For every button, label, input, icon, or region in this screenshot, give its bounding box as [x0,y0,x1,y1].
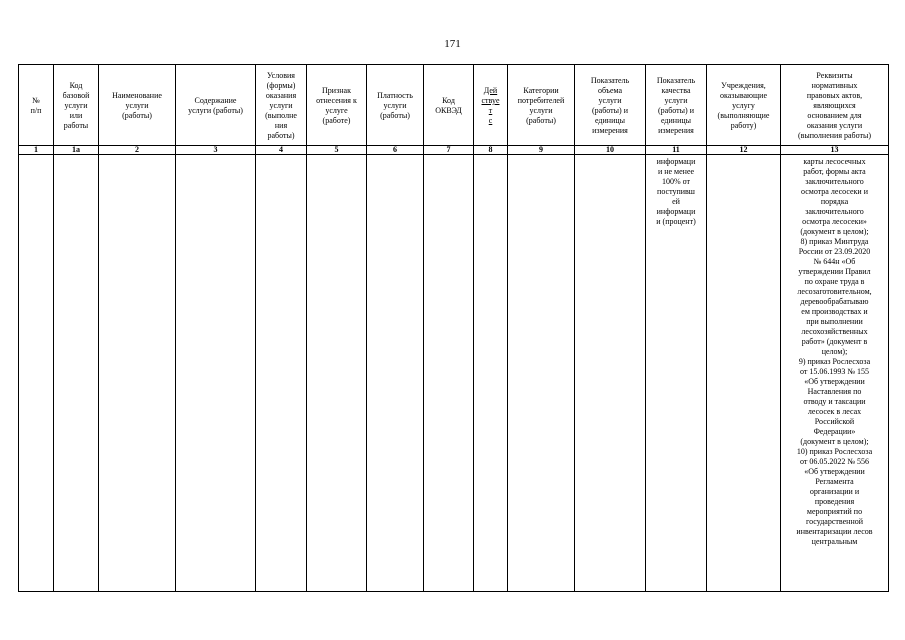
column-number: 3 [176,146,256,155]
table-cell [707,155,781,592]
column-number: 5 [307,146,367,155]
column-number: 7 [424,146,474,155]
header-text: Код ОКВЭД [435,96,462,115]
table-cell [176,155,256,592]
header-cell [707,65,781,146]
table-cell [508,155,575,592]
table-cell [54,155,99,592]
header-cell [781,65,889,146]
header-text: Код базовой услуги или работы [62,81,90,130]
column-number: 6 [367,146,424,155]
header-cell [424,65,474,146]
header-cell [474,65,508,146]
header-text: Наименование услуги (работы) [112,91,162,120]
header-cell [19,65,54,146]
table-row [19,155,889,592]
column-number: 8 [474,146,508,155]
table-cell [575,155,646,592]
header-text: Содержание услуги (работы) [188,96,243,115]
header-row [19,65,889,146]
quality-indicator-text: информаци и не менее 100% от поступивш ей информаци и (процент) [656,157,696,226]
table-cell [256,155,307,592]
header-cell [99,65,176,146]
header-cell [176,65,256,146]
table-cell [367,155,424,592]
column-number: 10 [575,146,646,155]
column-number: 1 [19,146,54,155]
header-text: № п/п [30,96,42,115]
column-number: 1а [54,146,99,155]
header-cell [307,65,367,146]
header-text: Признак отнесения к услуге (работе) [316,86,357,125]
header-cell [367,65,424,146]
column-number: 12 [707,146,781,155]
quality-indicator-cell [646,155,707,592]
header-cell [256,65,307,146]
table-cell [474,155,508,592]
header-text: Условия (формы) оказания услуги (выполне ния работы) [265,71,297,140]
header-cell [54,65,99,146]
table-cell [19,155,54,592]
header-text: Платность услуги (работы) [377,91,413,120]
column-number: 2 [99,146,176,155]
legal-acts-text: карты лесосечных работ, формы акта заключительного осмотра лесосеки и порядка заключительного осмотра лесосеки» (документ в целом); 8) приказ Минтруда России от 23.09.2020 № 644н «Об утверждении Правил по охране труда в лесозаготовительном, деревообрабатываю ем производствах и при выполнении лесохозяйственных работ» (документ в целом); 9) приказ Рослесхоза от 15.06.1993 № 155 «Об утверждении Наставления по отводу и таксации лесосек в лесах Российской Федерации» (документ в целом); 10) приказ Рослесхоза от 06.05.2022 № 556 «Об утверждении Регламента организации и проведения мероприятий по государственной инвентаризации лесов центральным [796,157,873,546]
column-number-row [19,146,889,155]
column-number: 11 [646,146,707,155]
table-cell [307,155,367,592]
column-number: 9 [508,146,575,155]
table-cell [99,155,176,592]
header-text: Учреждения, оказывающие услугу (выполняющие работу) [717,81,770,130]
header-text: Показатель качества услуги (работы) и единицы измерения [656,76,696,135]
header-text: Дей ствуе т с [481,86,500,125]
header-cell [575,65,646,146]
page-number: 171 [444,38,461,50]
header-text: Реквизиты нормативных правовых актов, являющихся основанием для оказания услуги (выполнения работы) [797,71,872,140]
legal-acts-cell [781,155,889,592]
column-number: 13 [781,146,889,155]
header-cell [508,65,575,146]
header-text: Показатель объема услуги (работы) и единицы измерения [590,76,630,135]
column-number: 4 [256,146,307,155]
table-cell [424,155,474,592]
services-registry-table [18,64,889,592]
header-text: Категории потребителей услуги (работы) [517,86,565,125]
header-cell [646,65,707,146]
